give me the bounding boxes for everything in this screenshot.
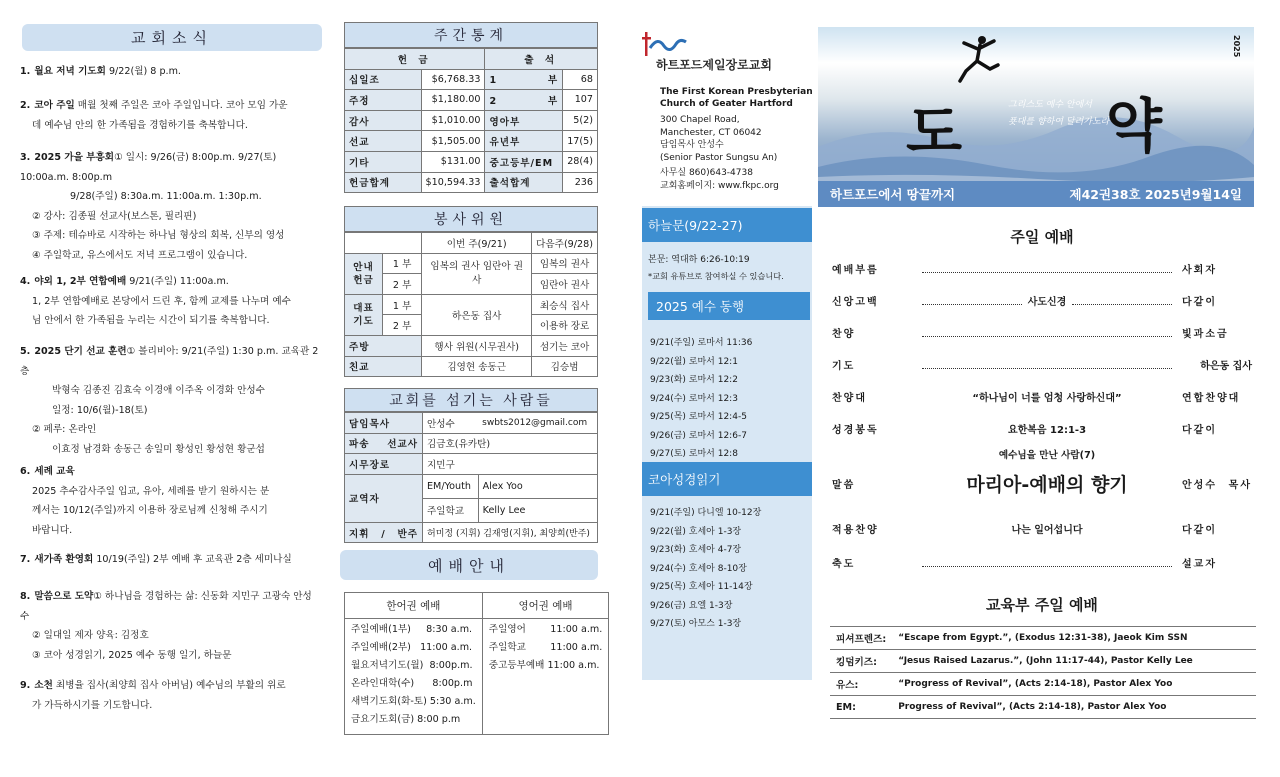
haneul-text: 본문: 역대하 6:26-10:19 xyxy=(648,255,750,265)
news-item-title: 6. xyxy=(20,466,31,477)
services-title: 예배안내 xyxy=(428,556,510,575)
walk-reading-item: 9/26(금) 로마서 12:6-7 xyxy=(650,430,747,441)
news-item-text: 10/19(주일) 2부 예배 후 교육관 2층 세미나실 xyxy=(93,554,292,565)
stats-row xyxy=(345,172,598,193)
missionary-label: 파송 선교사 xyxy=(345,433,423,454)
news-item-title: 월요 저녁 기도회 xyxy=(34,66,106,77)
rep-p2: 2 부 xyxy=(383,315,422,336)
kitchen-label: 주방 xyxy=(345,335,422,356)
haneul-body xyxy=(648,252,810,284)
church-address xyxy=(660,114,779,192)
edu-group: 유스: xyxy=(830,673,892,696)
sermon-label: 말씀 xyxy=(832,479,856,491)
edu-row xyxy=(830,627,1256,650)
edu-title: 교육부 주일 예배 xyxy=(986,596,1098,614)
banner-corner: 2025 xyxy=(1232,35,1241,58)
core-reading-item: 9/23(화) 호세아 4-7장 xyxy=(650,545,742,555)
attendance-label: 유년부 xyxy=(485,131,563,152)
attendance-count: 28(4) xyxy=(563,151,598,172)
korean-service-item: 새벽기도회(화-토) 5:30 a.m. xyxy=(351,696,476,707)
news-item xyxy=(20,342,320,459)
edu-group: 피셔프렌즈: xyxy=(830,627,892,650)
offering-label: 감사 xyxy=(345,110,422,131)
banner-sub-right: 제42권38호 2025년9월14일 xyxy=(1069,187,1242,202)
edu-sermon: “Progress of Revival”, (Acts 2:14-18), Pastor Alex Yoo xyxy=(892,673,1256,696)
news-item-head xyxy=(20,272,320,292)
walk-title: 2025 예수 동행 xyxy=(656,299,745,314)
worship-row xyxy=(832,322,1252,342)
news-item-title: 4. xyxy=(20,276,31,287)
dots xyxy=(922,296,1022,305)
worship-row-label: 예배부름 xyxy=(832,264,879,276)
worship-row-label: 기도 xyxy=(832,360,856,372)
rep-label: 대표 기도 xyxy=(345,294,383,335)
news-item-line: 9/28(주일) 8:30a.m. 11:00a.m. 1:30p.m. xyxy=(70,191,262,202)
hymn-title: 나는 일어섭니다 xyxy=(1011,524,1083,536)
missionary-name: 김금호(유카탄) xyxy=(423,433,598,454)
rep-this: 하은동 집사 xyxy=(422,294,532,335)
sunday-school-label: 주일학교 xyxy=(423,498,479,522)
walk-reading-item: 9/25(목) 로마서 12:4-5 xyxy=(650,412,747,422)
korean-service-item: 주일예배(1부) 8:30 a.m. xyxy=(351,624,473,635)
this-week-header: 이번 주(9/21) xyxy=(422,233,532,254)
sermon-subtitle: 예수님을 만난 사람(7) xyxy=(998,450,1096,461)
stats-table xyxy=(344,48,598,193)
core-list xyxy=(650,504,761,634)
english-service-item: 주일영어 11:00 a.m. xyxy=(488,624,603,635)
next-week-header: 다음주(9/28) xyxy=(532,233,598,254)
core-reading-item: 9/24(수) 호세아 8-10장 xyxy=(650,563,747,574)
church-name-kr: 하트포드제일장로교회 xyxy=(656,58,772,72)
worship-row-leader: 다같이 xyxy=(1182,296,1217,308)
english-service-item: 중고등부예배 11:00 a.m. xyxy=(488,660,600,671)
rep-next2: 이용하 장로 xyxy=(532,315,598,336)
services-header xyxy=(340,550,598,580)
attendance-count: 107 xyxy=(563,90,598,111)
kitchen-next: 섬기는 코아 xyxy=(532,335,598,356)
church-name-en1: The First Korean Presbyterian xyxy=(660,87,813,97)
news-item-text: 9/22(월) 8 p.m. xyxy=(105,66,181,77)
banner-sub-left: 하트포드에서 땅끝까지 xyxy=(830,187,956,202)
news-item-line: 박형숙 김종진 김효숙 이경애 이주옥 이경화 안성수 xyxy=(52,385,265,396)
news-item-line: ③ 주제: 테슈바로 시작하는 하나님 형상의 회복, 신부의 영성 xyxy=(32,230,285,241)
news-item-head xyxy=(20,462,320,482)
offering-label: 십일조 xyxy=(345,69,422,90)
stats-row xyxy=(345,131,598,152)
walk-reading-item: 9/24(수) 로마서 12:3 xyxy=(650,393,738,404)
attendance-label: 출석합계 xyxy=(485,172,563,193)
offering-header: 헌 금 xyxy=(345,49,485,70)
attendance-label: 중고등부/EM xyxy=(485,151,563,172)
offering-amount: $1,010.00 xyxy=(421,110,485,131)
news-item-line: 2025 추수감사주일 입교, 유아, 세례를 받기 원하시는 분 xyxy=(32,485,270,497)
kitchen-this: 행사 위원(시무권사) xyxy=(422,335,532,356)
worship-row-content xyxy=(912,360,1182,369)
news-item-text: 9/21(주일) 11:00a.m. xyxy=(126,276,229,287)
attendance-count: 5(2) xyxy=(563,110,598,131)
pastor-kr: 담임목사 안성수 xyxy=(660,140,724,150)
news-item-head xyxy=(20,550,320,570)
edu-sermon: “Jesus Raised Lazarus.”, (John 11:17-44), Pastor Kelly Lee xyxy=(892,650,1256,673)
rep-next1: 최승식 집사 xyxy=(532,294,598,315)
dots xyxy=(922,264,1172,273)
church-logo-icon xyxy=(642,32,688,54)
offering-label: 선교 xyxy=(345,131,422,152)
hymn-label: 적용찬양 xyxy=(832,524,879,536)
news-item-head xyxy=(20,342,320,381)
fellowship-next: 김승범 xyxy=(532,356,598,377)
conductor-label: 지휘 / 반주 xyxy=(345,522,423,543)
fellowship-this: 김영현 송동근 xyxy=(422,356,532,377)
servers-header: 교회를 섬기는 사람들 xyxy=(344,388,598,412)
church-website[interactable]: 교회홈페이지: www.fkpc.org xyxy=(660,180,779,191)
edu-group: EM: xyxy=(830,696,892,719)
worship-row-leader: 다같이 xyxy=(1182,424,1217,436)
jumping-man-icon xyxy=(958,35,998,75)
offering-label: 헌금합계 xyxy=(345,172,422,193)
worship-row-leader: 사회자 xyxy=(1182,264,1217,276)
news-item-text: ① 볼리비아: 9/21(주일) 1:30 p.m. 교육관 2층 xyxy=(20,346,319,377)
hymn-by: 다같이 xyxy=(1182,524,1217,536)
volunteer-table xyxy=(344,232,598,377)
dots xyxy=(922,558,1172,567)
news-item-head xyxy=(20,96,320,116)
news-item-text: ① 일시: 9/26(금) 8:00p.m. 9/27(토) 10:00a.m. 8:00p.m xyxy=(20,152,277,183)
walk-reading-item: 9/23(화) 로마서 12:2 xyxy=(650,375,738,385)
news-item-title: 새가족 환영회 xyxy=(34,554,94,565)
haneul-header xyxy=(642,208,812,242)
korean-service-item: 월요저녁기도(월) 8:00p.m. xyxy=(351,660,473,671)
attendance-header: 출 석 xyxy=(485,49,598,70)
news-item-text: 최병율 집사(최양희 집사 아버님) 예수님의 부활의 위로 xyxy=(52,680,286,691)
worship-row-text: 사도신경 xyxy=(1027,296,1067,308)
news-item xyxy=(20,62,320,82)
news-item xyxy=(20,96,320,135)
worship-row-leader: 빛과소금 xyxy=(1182,328,1229,340)
news-item xyxy=(20,550,320,570)
news-item-title: 8. xyxy=(20,591,31,602)
pastor-en: (Senior Pastor Sungsu An) xyxy=(660,152,778,163)
news-item-line: 데 예수님 안의 한 가족됨을 경험하기를 축복합니다. xyxy=(32,119,248,131)
pastor-label: 담임목사 xyxy=(345,413,423,434)
stats-section xyxy=(344,22,598,193)
edu-row xyxy=(830,673,1256,696)
news-item-line: ③ 코아 성경읽기, 2025 예수 동행 일기, 하늘문 xyxy=(32,649,232,661)
volunteer-section xyxy=(344,206,598,377)
address-line2: Manchester, CT 06042 xyxy=(660,127,762,138)
usher-p1: 1 부 xyxy=(383,253,422,274)
news-item xyxy=(20,587,320,665)
banner-verse-line1: 그리스도 예수 안에서 xyxy=(1008,100,1092,110)
youth-label: EM/Youth xyxy=(423,474,479,498)
news-item xyxy=(20,148,320,265)
news-item xyxy=(20,676,320,715)
walk-reading-item: 9/22(월) 로마서 12:1 xyxy=(650,356,738,367)
offering-amount: $1,180.00 xyxy=(421,90,485,111)
worship-row xyxy=(832,354,1252,374)
edu-sermon: “Escape from Egypt.”, (Exodus 12:31-38), Jaeok Kim SSN xyxy=(892,627,1256,650)
offering-amount: $131.00 xyxy=(421,151,485,172)
rep-p1: 1 부 xyxy=(383,294,422,315)
attendance-count: 68 xyxy=(563,69,598,90)
worship-row-label: 찬양 xyxy=(832,328,856,340)
news-item-title: 소천 xyxy=(34,680,53,691)
news-item-line: 님 안에서 한 가족됨을 누리는 시간이 되기를 축복합니다. xyxy=(32,315,270,326)
news-item-title: 3. xyxy=(20,152,31,163)
usher-this: 임복의 권사 임란아 권사 xyxy=(422,253,532,294)
fellowship-label: 친교 xyxy=(345,356,422,377)
attendance-count: 236 xyxy=(563,172,598,193)
worship-row-content xyxy=(912,293,1182,308)
news-item-title: 1. xyxy=(20,66,31,77)
offering-amount: $6,768.33 xyxy=(421,69,485,90)
core-title: 코아성경읽기 xyxy=(648,472,721,487)
dots xyxy=(1072,296,1172,305)
news-item-title: 세례 교육 xyxy=(34,466,75,477)
worship-row xyxy=(832,418,1252,438)
worship-row xyxy=(832,290,1252,310)
offering-amount: $10,594.33 xyxy=(421,172,485,193)
banner-image xyxy=(818,27,1254,207)
edu-group: 킹덤키즈: xyxy=(830,650,892,673)
sermon-title: 마리아-예배의 향기 xyxy=(966,473,1128,496)
banner-sub xyxy=(818,181,1254,207)
news-title: 교회소식 xyxy=(131,29,213,47)
haneul-note: *교회 유튜브로 참여하실 수 있습니다. xyxy=(648,271,784,281)
core-header xyxy=(642,462,812,496)
walk-reading-item: 9/21(주일) 로마서 11:36 xyxy=(650,338,753,348)
pastor-name: 안성수 xyxy=(423,413,479,434)
english-service-list xyxy=(482,619,609,735)
walk-reading-item: 9/27(토) 로마서 12:8 xyxy=(650,449,738,459)
korean-service-list xyxy=(345,619,483,735)
worship-row-content xyxy=(912,328,1182,337)
offering-label: 기타 xyxy=(345,151,422,172)
news-item-line: 이효정 남경화 송동근 송일미 황성인 황성현 황군섭 xyxy=(52,443,265,455)
edu-row xyxy=(830,650,1256,673)
walk-header xyxy=(648,292,810,320)
sunday-school-name: Kelly Lee xyxy=(478,498,597,522)
news-item-line: ② 페루: 온라인 xyxy=(32,424,97,435)
worship-row-label: 성경봉독 xyxy=(832,424,879,436)
banner-big1: 도 xyxy=(906,98,963,166)
worship-title: 주일 예배 xyxy=(1010,228,1074,246)
news-item-line: 일정: 10/6(월)-18(토) xyxy=(52,404,148,416)
news-item-title: 2. xyxy=(20,100,31,111)
usher-next1: 임복의 권사 xyxy=(532,253,598,274)
worship-row-sermon xyxy=(832,468,1252,498)
news-item-line: 가 가득하시기를 기도합니다. xyxy=(32,699,153,711)
news-item-title: 2025 가을 부흥회 xyxy=(34,152,115,163)
worship-row xyxy=(832,386,1252,406)
news-item-line: 바랍니다. xyxy=(32,524,73,536)
worship-row-leader: 연합찬양대 xyxy=(1182,392,1241,404)
offering-label: 주정 xyxy=(345,90,422,111)
news-item-title: 말씀으로 도약 xyxy=(34,591,94,602)
core-reading-item: 9/26(금) 요엘 1-3장 xyxy=(650,600,733,611)
banner-big2: 약 xyxy=(1106,92,1163,160)
news-item-head xyxy=(20,148,320,187)
stats-row xyxy=(345,110,598,131)
news-item-title: 2025 단기 선교 훈련 xyxy=(34,346,127,357)
servers-table xyxy=(344,412,598,543)
worship-row-content xyxy=(912,264,1182,273)
news-item-head xyxy=(20,62,320,82)
usher-label: 안내 헌금 xyxy=(345,253,383,294)
worship-row xyxy=(832,258,1252,278)
news-item-title: 7. xyxy=(20,554,31,565)
news-item-title: 5. xyxy=(20,346,31,357)
news-item-line: 1, 2부 연합예배로 본당에서 드린 후, 함께 교제를 나누며 예수 xyxy=(32,295,291,307)
elder-label: 시무장로 xyxy=(345,454,423,475)
stats-row xyxy=(345,90,598,111)
youth-name: Alex Yoo xyxy=(478,474,597,498)
address-line1: 300 Chapel Road, xyxy=(660,115,740,125)
worship-row-content: “하나님이 너를 엄청 사랑하신대” xyxy=(972,392,1122,404)
core-reading-item: 9/27(토) 아모스 1-3장 xyxy=(650,619,742,629)
core-reading-item: 9/21(주일) 다니엘 10-12장 xyxy=(650,508,762,518)
news-item-head xyxy=(20,676,320,696)
attendance-label: 1 부 xyxy=(485,69,563,90)
church-phone: 사무실 860)643-4738 xyxy=(660,168,753,178)
blessing-by: 설교자 xyxy=(1182,558,1217,570)
banner-verse xyxy=(1008,97,1109,131)
haneul-title: 하늘문(9/22-27) xyxy=(648,218,743,233)
news-item-text: ① 하나님을 경험하는 삶: 신동화 지민구 고광숙 안성수 xyxy=(20,591,312,622)
core-reading-item: 9/25(목) 호세아 11-14장 xyxy=(650,582,753,592)
stats-header: 주간통계 xyxy=(344,22,598,48)
dots xyxy=(922,328,1172,337)
services-table xyxy=(344,592,609,735)
news-item-head xyxy=(20,587,320,626)
edu-row xyxy=(830,696,1256,719)
korean-service-item: 금요기도회(금) 8:00 p.m xyxy=(351,714,461,725)
worship-row-label: 찬양대 xyxy=(832,392,867,404)
offering-amount: $1,505.00 xyxy=(421,131,485,152)
edu-table xyxy=(830,626,1256,719)
sermon-by: 안성수 목사 xyxy=(1182,479,1252,491)
news-item-title: 코아 주일 xyxy=(34,100,75,111)
korean-service-item: 주일예배(2부) 11:00 a.m. xyxy=(351,642,473,653)
korean-service-item: 온라인대학(수) 8:00p.m xyxy=(351,678,473,689)
news-item xyxy=(20,272,320,331)
servers-section xyxy=(344,388,598,543)
korean-service-head: 한어권 예배 xyxy=(345,593,483,619)
banner-verse-line2: 푯대를 향하여 달려가노라 xyxy=(1008,117,1110,127)
news-item-text: 매월 첫째 주일은 코아 주일입니다. 코아 모임 가운 xyxy=(74,100,288,111)
news-item-line: ④ 주일학교, 유스에서도 저녁 프로그램이 있습니다. xyxy=(32,249,248,261)
english-service-item: 주일학교 11:00 a.m. xyxy=(488,642,603,653)
news-item-line: 께서는 10/12(주일)까지 이용하 장로님께 신청해 주시기 xyxy=(32,505,268,516)
attendance-count: 17(5) xyxy=(563,131,598,152)
usher-p2: 2 부 xyxy=(383,274,422,295)
news-item xyxy=(20,462,320,540)
pastor-email[interactable]: swbts2012@gmail.com xyxy=(478,413,597,434)
news-item-line: ② 일대일 제자 양육: 김정호 xyxy=(32,630,149,641)
worship-row-content: 요한복음 12:1-3 xyxy=(1007,424,1087,436)
church-name-en2: Church of Geater Hartford xyxy=(660,99,793,109)
stats-row xyxy=(345,69,598,90)
stats-row xyxy=(345,151,598,172)
worship-row-blessing xyxy=(832,552,1252,572)
walk-list xyxy=(650,334,752,464)
conductor-names: 허미정 (지휘) 김재영(지휘), 최양희(반주) xyxy=(423,522,598,543)
news-header xyxy=(22,24,322,51)
worship-row-label: 신앙고백 xyxy=(832,296,879,308)
attendance-label: 영아부 xyxy=(485,110,563,131)
worship-row-sermon-sub xyxy=(832,444,1252,464)
news-item-line: ② 강사: 김종필 선교사(보스톤, 필리핀) xyxy=(32,210,197,222)
english-service-head: 영어권 예배 xyxy=(482,593,609,619)
worship-row-leader: 하은동 집사 xyxy=(1200,360,1252,372)
attendance-label: 2 부 xyxy=(485,90,563,111)
usher-next2: 임란아 권사 xyxy=(532,274,598,295)
core-reading-item: 9/22(월) 호세아 1-3장 xyxy=(650,526,742,537)
edu-staff-label: 교역자 xyxy=(345,474,423,522)
dots xyxy=(922,360,1172,369)
edu-sermon: Progress of Revival”, (Acts 2:14-18), Pastor Alex Yoo xyxy=(892,696,1256,719)
news-item-title: 9. xyxy=(20,680,31,691)
news-item-title: 야외 1, 2부 연합예배 xyxy=(34,276,127,287)
blessing-label: 축도 xyxy=(832,558,856,570)
worship-row-hymn xyxy=(832,518,1252,538)
elder-name: 지민구 xyxy=(423,454,598,475)
volunteer-header: 봉사위원 xyxy=(344,206,598,232)
